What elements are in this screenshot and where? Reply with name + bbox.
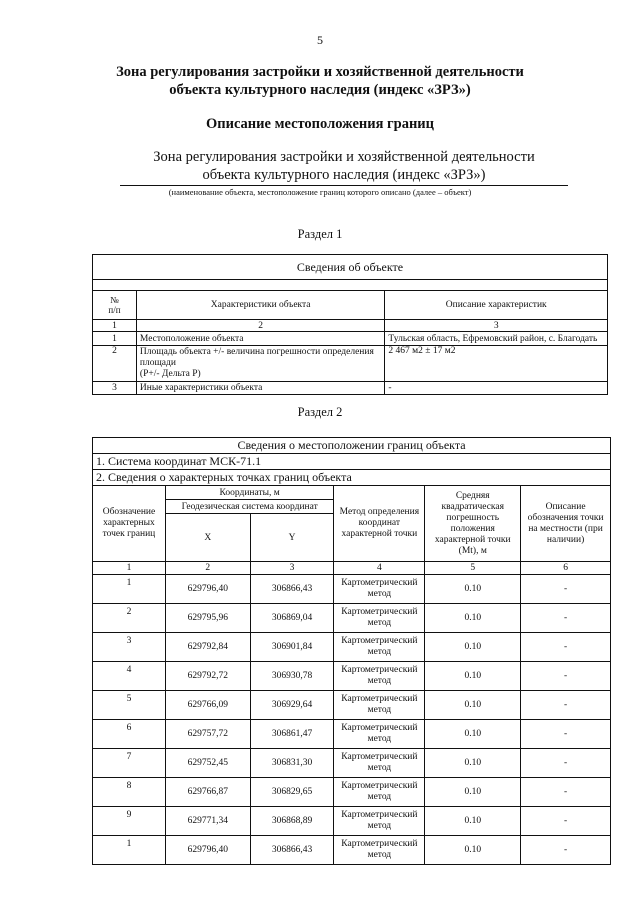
col-index-2: 2 (136, 320, 385, 332)
table-row (93, 662, 611, 691)
table-row (93, 778, 611, 807)
point-method: Картометрический метод (334, 778, 425, 807)
object-info-table (92, 254, 608, 395)
point-error: 0.10 (425, 749, 521, 778)
point-y: 306868,89 (250, 807, 334, 836)
point-method: Картометрический метод (334, 604, 425, 633)
table-row (93, 346, 608, 382)
point-y: 306901,84 (250, 633, 334, 662)
col-header-coordinates: Координаты, м (165, 486, 334, 500)
point-error: 0.10 (425, 807, 521, 836)
point-error: 0.10 (425, 662, 521, 691)
row-number: 2 (93, 346, 137, 382)
point-id: 9 (93, 807, 166, 836)
col-index-4: 4 (334, 562, 425, 575)
table-row (93, 604, 611, 633)
table-row (93, 382, 608, 395)
object-name (120, 148, 568, 186)
coordinate-system: 1. Система координат МСК-71.1 (93, 454, 611, 470)
point-error: 0.10 (425, 633, 521, 662)
point-y: 306929,64 (250, 691, 334, 720)
point-id: 2 (93, 604, 166, 633)
title-line-2: объекта культурного наследия (индекс «ЗРЗ») (169, 82, 471, 98)
point-method: Картометрический метод (334, 749, 425, 778)
col-index-3: 3 (250, 562, 334, 575)
point-method: Картометрический метод (334, 575, 425, 604)
col-header-x: X (165, 514, 250, 562)
row-description: Тульская область, Ефремовский район, с. Благодать (385, 332, 608, 346)
point-id: 8 (93, 778, 166, 807)
table-row (93, 633, 611, 662)
point-id: 6 (93, 720, 166, 749)
row-number: 1 (93, 332, 137, 346)
row-description: 2 467 м2 ± 17 м2 (385, 346, 608, 382)
row-characteristic: Иные характеристики объекта (136, 382, 385, 395)
page-number: 5 (317, 33, 323, 47)
row-number: 3 (93, 382, 137, 395)
point-method: Картометрический метод (334, 633, 425, 662)
point-error: 0.10 (425, 720, 521, 749)
point-x: 629792,72 (165, 662, 250, 691)
table-row (93, 807, 611, 836)
point-y: 306829,65 (250, 778, 334, 807)
point-x: 629752,45 (165, 749, 250, 778)
point-description: - (521, 778, 611, 807)
point-x: 629795,96 (165, 604, 250, 633)
point-description: - (521, 662, 611, 691)
col-header-num: № п/п (93, 291, 137, 320)
point-method: Картометрический метод (334, 662, 425, 691)
table-row (93, 836, 611, 865)
section-2-label: Раздел 2 (297, 405, 343, 419)
point-method: Картометрический метод (334, 720, 425, 749)
table-row (93, 332, 608, 346)
point-x: 629766,09 (165, 691, 250, 720)
point-y: 306930,78 (250, 662, 334, 691)
col-header-method: Метод определения координат характерной точки (334, 486, 425, 562)
table-row (93, 749, 611, 778)
col-index-1: 1 (93, 320, 137, 332)
point-y: 306866,43 (250, 575, 334, 604)
point-method: Картометрический метод (334, 691, 425, 720)
col-header-point-description: Описание обозначения точки на местности (при наличии) (521, 486, 611, 562)
title-line-1: Зона регулирования застройки и хозяйственной деятельности (116, 64, 524, 80)
point-id: 4 (93, 662, 166, 691)
point-id: 1 (93, 575, 166, 604)
col-header-characteristics: Характеристики объекта (136, 291, 385, 320)
col-index-3: 3 (385, 320, 608, 332)
point-x: 629796,40 (165, 836, 250, 865)
col-header-description: Описание характеристик (385, 291, 608, 320)
point-error: 0.10 (425, 604, 521, 633)
col-index-5: 5 (425, 562, 521, 575)
point-method: Картометрический метод (334, 836, 425, 865)
col-index-6: 6 (521, 562, 611, 575)
table-row (93, 575, 611, 604)
point-y: 306861,47 (250, 720, 334, 749)
point-id: 7 (93, 749, 166, 778)
object-name-caption: (наименование объекта, местоположение границ которого описано (далее – объект) (168, 187, 472, 197)
document-title (0, 63, 640, 99)
point-x: 629796,40 (165, 575, 250, 604)
point-error: 0.10 (425, 836, 521, 865)
point-id: 1 (93, 836, 166, 865)
point-method: Картометрический метод (334, 807, 425, 836)
col-header-error: Средняя квадратическая погрешность положения характерной точки (Mt), м (425, 486, 521, 562)
point-description: - (521, 633, 611, 662)
col-index-1: 1 (93, 562, 166, 575)
point-error: 0.10 (425, 691, 521, 720)
object-name-line-1: Зона регулирования застройки и хозяйственной деятельности (153, 149, 535, 165)
col-index-2: 2 (165, 562, 250, 575)
section-1-label: Раздел 1 (297, 227, 343, 241)
row-description: - (385, 382, 608, 395)
point-description: - (521, 749, 611, 778)
point-x: 629771,34 (165, 807, 250, 836)
object-name-line-2: объекта культурного наследия (индекс «ЗРЗ») (202, 167, 486, 183)
point-description: - (521, 720, 611, 749)
document-subtitle: Описание местоположения границ (205, 116, 435, 132)
boundary-points-table (92, 437, 611, 865)
col-header-designation: Обозначение характерных точек границ (93, 486, 166, 562)
table-spacer (93, 280, 608, 291)
point-y: 306869,04 (250, 604, 334, 633)
table-row (93, 720, 611, 749)
point-x: 629792,84 (165, 633, 250, 662)
point-description: - (521, 691, 611, 720)
table-row (93, 691, 611, 720)
point-id: 3 (93, 633, 166, 662)
row-characteristic: Площадь объекта +/- величина погрешности определения площади (Р+/- Дельта Р) (136, 346, 385, 382)
point-id: 5 (93, 691, 166, 720)
object-info-title: Сведения об объекте (93, 255, 608, 280)
col-header-y: Y (250, 514, 334, 562)
point-description: - (521, 836, 611, 865)
boundary-table-title: Сведения о местоположении границ объекта (93, 438, 611, 454)
points-section-heading: 2. Сведения о характерных точках границ объекта (93, 470, 611, 486)
point-x: 629766,87 (165, 778, 250, 807)
point-description: - (521, 604, 611, 633)
point-description: - (521, 575, 611, 604)
col-header-geodetic-system: Геодезическая система координат (165, 500, 334, 514)
point-y: 306831,30 (250, 749, 334, 778)
point-error: 0.10 (425, 778, 521, 807)
point-x: 629757,72 (165, 720, 250, 749)
row-characteristic: Местоположение объекта (136, 332, 385, 346)
point-y: 306866,43 (250, 836, 334, 865)
point-error: 0.10 (425, 575, 521, 604)
point-description: - (521, 807, 611, 836)
